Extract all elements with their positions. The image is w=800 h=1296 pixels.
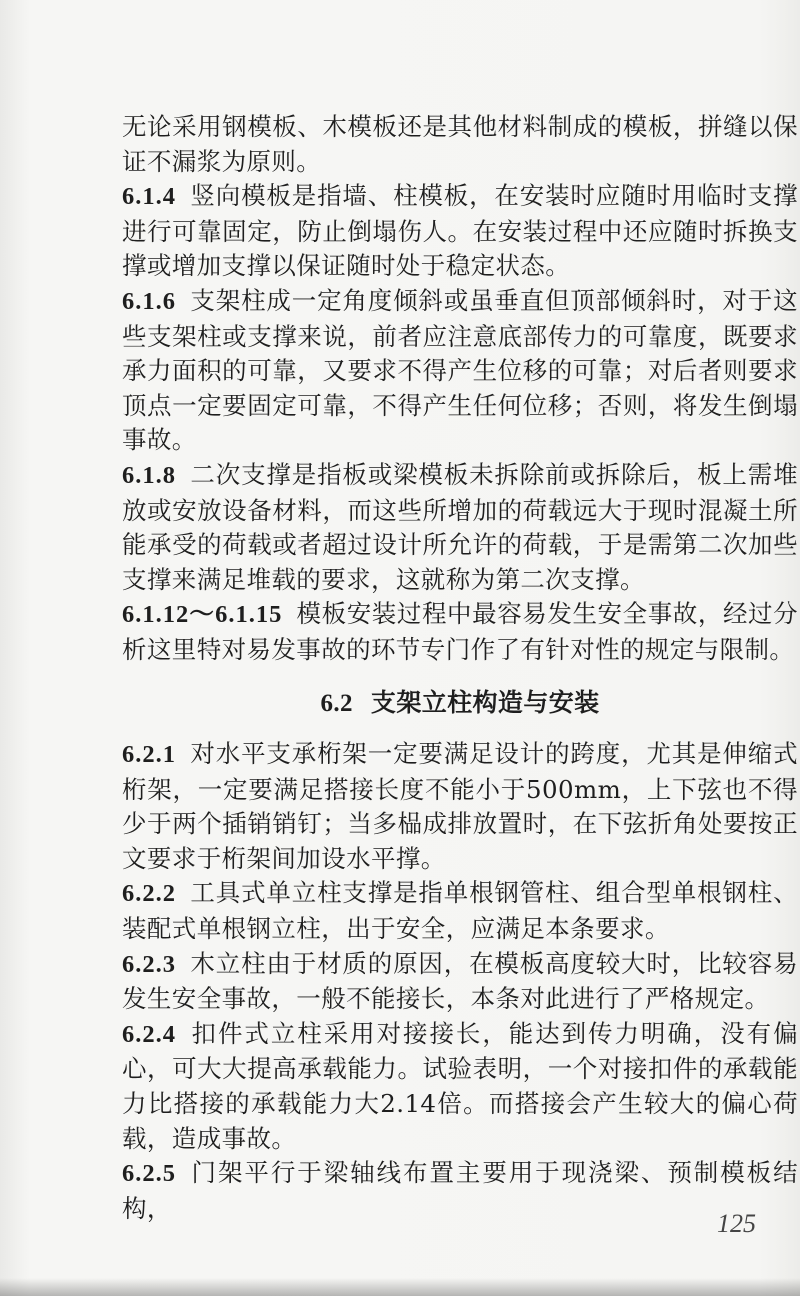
paragraph-text: 门架平行于梁轴线布置主要用于现浇梁、预制模板结构， [122,1158,798,1223]
paragraph-text: 木立柱由于材质的原因，在模板高度较大时，比较容易发生安全事故，一般不能接长，本条对此进行了严格规定。 [122,948,798,1014]
paragraph-6-1-12-15 [122,597,798,667]
clause-number: 6.1.12～6.1.15 [122,601,283,629]
section-number: 6.2 [320,689,353,717]
clause-number: 6.1.6 [122,287,176,315]
paragraph-text: 支架柱成一定角度倾斜或虽垂直但顶部倾斜时，对于这些支架柱或支撑来说，前者应注意底部传力的可靠度，既要求承力面积的可靠，又要求不得产生位移的可靠；对后者则要求顶点一定要固定可靠，不得产生任何位移；否则，将发生倒塌事故。 [122,285,798,455]
paragraph-text: 对水平支承桁架一定要满足设计的跨度，尤其是伸缩式桁架，一定要满足搭接长度不能小于500mm，上下弦也不得少于两个插销销钉；当多榀成排放置时，在下弦折角处要按正文要求于桁架间加设水平撑。 [122,739,798,873]
paragraph-continued [122,110,798,179]
paragraph-text: 工具式单立柱支撑是指单根钢管柱、组合型单根钢柱、装配式单根钢立柱，出于安全，应满足本条要求。 [122,878,798,944]
section-title: 支架立柱构造与安装 [370,687,600,717]
paragraph-text: 竖向模板是指墙、柱模板，在安装时应随时用临时支撑进行可靠固定，防止倒塌伤人。在安装过程中还应随时拆换支撑或增加支撑以保证随时处于稳定状态。 [122,181,798,281]
page-number: 125 [717,1209,756,1238]
paragraph-text: 扣件式立柱采用对接接长，能达到传力明确，没有偏心，可大大提高承载能力。试验表明，一个对接扣件的承载能力比搭接的承载能力大2.14倍。而搭接会产生较大的偏心荷载，造成事故。 [122,1018,798,1153]
paragraph-text: 无论采用钢模板、木模板还是其他材料制成的模板，拼缝以保证不漏浆为原则。 [122,112,798,176]
clause-number: 6.2.3 [122,950,176,978]
paragraph-text: 二次支撑是指板或梁模板未拆除前或拆除后，板上需堆放或安放设备材料，而这些所增加的荷载远大于现时混凝土所能承受的荷载或者超过设计所允许的荷载，于是需第二次加些支撑来满足堆载的要求，这就称为第二次支撑。 [122,459,798,594]
clause-number: 6.2.5 [122,1160,176,1188]
clause-number: 6.2.4 [122,1020,176,1048]
clause-number: 6.2.1 [122,741,176,769]
clause-number: 6.1.8 [122,461,176,489]
paragraph-6-2-1 [122,737,798,876]
body-text [122,110,798,1226]
paragraph-6-1-6 [122,284,798,458]
paragraph-6-2-5 [122,1156,798,1226]
paragraph-6-2-4 [122,1017,798,1156]
paragraph-6-2-3 [122,947,798,1017]
section-heading [122,686,798,722]
paragraph-6-1-8 [122,458,798,597]
paragraph-6-2-2 [122,876,798,946]
clause-number: 6.2.2 [122,880,176,908]
clause-number: 6.1.4 [122,183,176,211]
paragraph-6-1-4 [122,179,798,284]
paragraph-text: 模板安装过程中最容易发生安全事故，经过分析这里特对易发事故的环节专门作了有针对性的规定与限制。 [122,599,799,664]
page-edge-shadow [0,1278,800,1296]
